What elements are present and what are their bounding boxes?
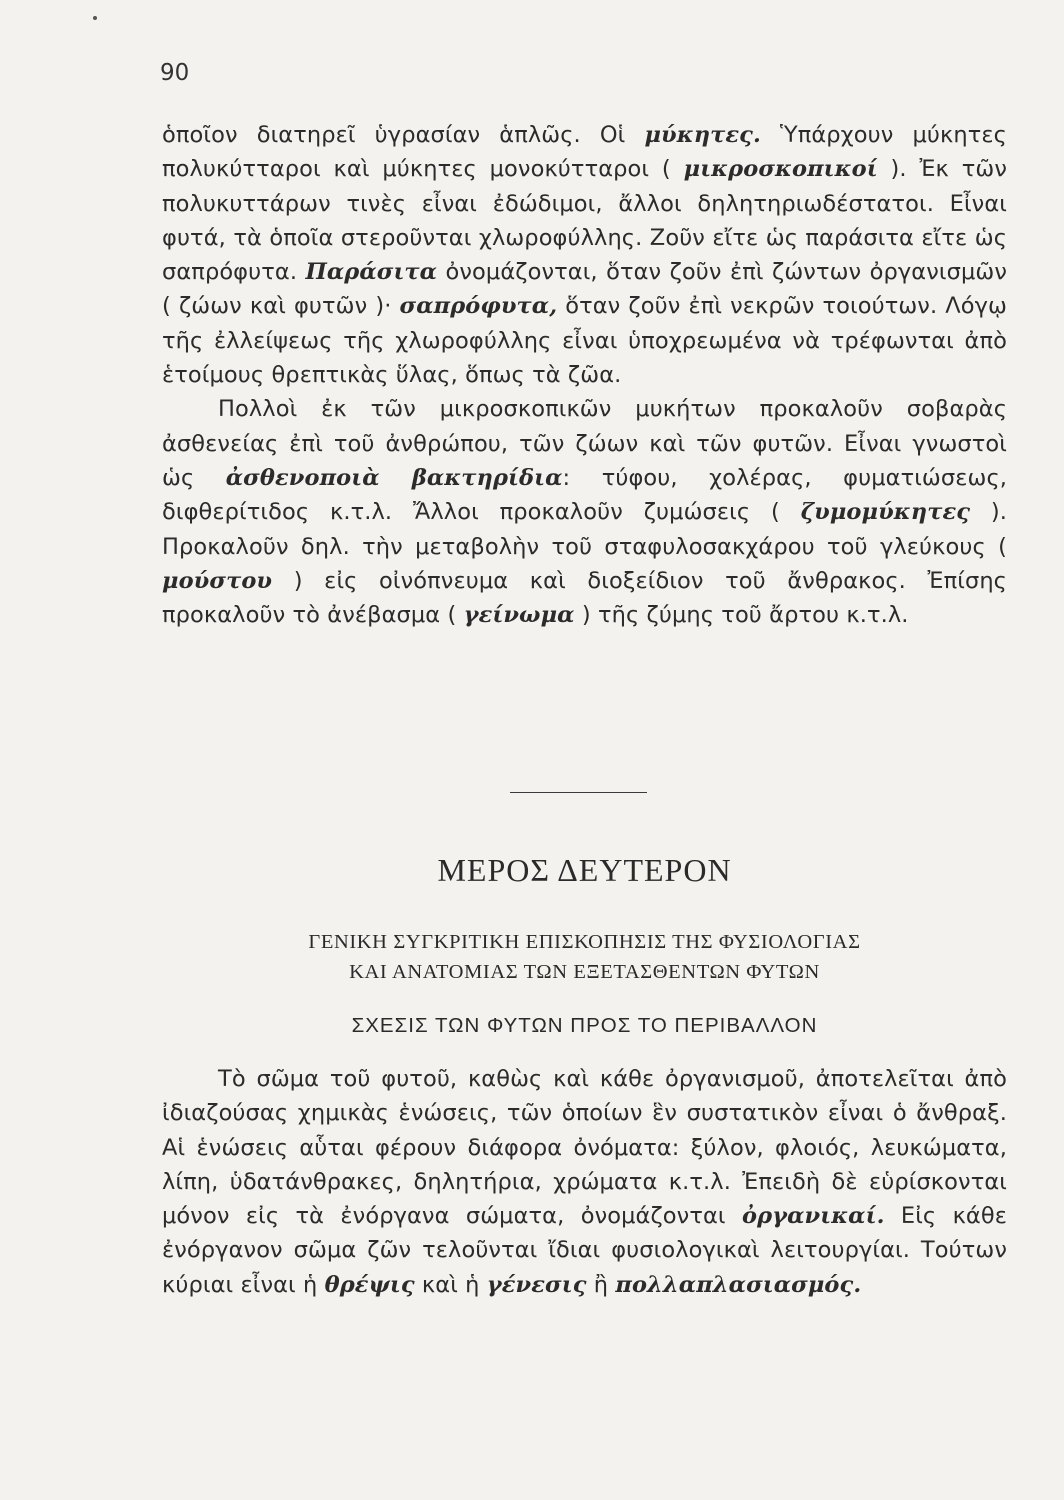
term-must: μούστου [162, 567, 273, 594]
term-nutrition: θρέψις [324, 1271, 415, 1298]
term-leavening: γείνωμα [463, 602, 575, 629]
section-heading-line-1: ΓΕΝΙΚΗ ΣΥΓΚΡΙΤΙΚΗ ΕΠΙΣΚΟΠΗΣΙΣ ΤΗΣ ΦΥΣΙΟΛΟΓΙΑΣ [308, 931, 861, 953]
term-zymomycetes: ζυμομύκητες [800, 499, 971, 526]
term-fungi: μύκητες. [644, 122, 761, 148]
term-organic: ὀργανικαί. [741, 1203, 885, 1230]
term-saprophytes: σαπρόφυτα, [399, 293, 558, 320]
paragraph-fungi-types: ὁποῖον διατηρεῖ ὑγρασίαν ἁπλῶς. Οἱ μύκητες. Ὑπάρχουν μύκητες πολυκύτταροι καὶ μύκητες μονοκύτταροι ( μικροσκοπικοί ). Ἐκ τῶν πολυκυττάρων τινὲς εἶναι ἐδώδιμοι, ἄλλοι δηλητηριωδέστατοι. Εἶναι φυτά, τὰ ὁποῖα στεροῦνται χλωροφύλλης. Ζοῦν εἴτε ὡς παράσιτα εἴτε ὡς σαπρόφυτα. Παράσιτα ὀνομάζονται, ὅταν ζοῦν ἐπὶ ζώντων ὀργανισμῶν ( ζώων καὶ φυτῶν )· σαπρόφυτα, ὅταν ζοῦν ἐπὶ νεκρῶν τοιούτων. Λόγῳ τῆς ἐλλείψεως τῆς χλωροφύλλης εἶναι ὑποχρεωμένα νὰ τρέφωνται ἀπὸ ἑτοίμους θρεπτικὰς ὕλας, ὅπως τὰ ζῶα. [162, 122, 1007, 389]
term-pathogenic-bacteria: ἀσθενοποιὰ βακτηρίδια [225, 464, 563, 491]
part-title: ΜΕΡΟΣ ΔΕΥΤΕΡΟΝ [437, 852, 732, 888]
page-number: 90 [160, 60, 190, 86]
subsection-heading: ΣΧΕΣΙΣ ΤΩΝ ΦΥΤΩΝ ΠΡΟΣ ΤΟ ΠΕΡΙΒΑΛΛΟΝ [351, 1014, 818, 1037]
term-reproduction: γένεσις [486, 1271, 587, 1298]
fungi-section [162, 118, 1007, 632]
paragraph-plant-body: Τὸ σῶμα τοῦ φυτοῦ, καθὼς καὶ κάθε ὀργανισμοῦ, ἀποτελεῖται ἀπὸ ἰδιαζούσας χημικὰς ἑνώσεις, τῶν ὁποίων ἓν συστατικὸν εἶναι ὁ ἄνθραξ. Αἱ ἑνώσεις αὗται φέρουν διάφορα ὀνόματα: ξύλον, φλοιός, λευκώματα, λίπη, ὑδατάνθρακες, δηλητήρια, χρώματα κ.τ.λ. Ἐπειδὴ δὲ εὑρίσκονται μόνον εἰς τὰ ἐνόργανα σώματα, ὀνομάζονται ὀργανικαί. Εἰς κάθε ἐνόργανον σῶμα ζῶν τελοῦνται ἴδιαι φυσιολογικαὶ λειτουργίαι. Τούτων κύριαι εἶναι ἡ θρέψις καὶ ἡ γένεσις ἢ πολλαπλασιασμός. [162, 1066, 1007, 1298]
print-speck [93, 16, 97, 20]
section-divider [510, 792, 647, 793]
term-microscopic: μικροσκοπικοί [683, 156, 878, 183]
term-multiplication: πολλαπλασιασμός. [615, 1271, 862, 1298]
environment-section [162, 1062, 1007, 1302]
paragraph-microscopic-fungi: Πολλοὶ ἐκ τῶν μικροσκοπικῶν μυκήτων προκαλοῦν σοβαρὰς ἀσθενείας ἐπὶ τοῦ ἀνθρώπου, τῶν ζώων καὶ τῶν φυτῶν. Εἶναι γνωστοὶ ὡς ἀσθενοποιὰ βακτηρίδια: τύφου, χολέρας, φυματιώσεως, διφθερίτιδος κ.τ.λ. Ἄλλοι προκαλοῦν ζυμώσεις ( ζυμομύκητες ). Προκαλοῦν δηλ. τὴν μεταβολὴν τοῦ σταφυλοσακχάρου τοῦ γλεύκους ( μούστου ) εἰς οἰνόπνευμα καὶ διοξείδιον τοῦ ἄνθρακος. Ἐπίσης προκαλοῦν τὸ ἀνέβασμα ( γείνωμα ) τῆς ζύμης τοῦ ἄρτου κ.τ.λ. [162, 396, 1007, 629]
term-parasites: Παράσιτα [305, 259, 438, 286]
section-heading-line-2: ΚΑΙ ΑΝΑΤΟΜΙΑΣ ΤΩΝ ΕΞΕΤΑΣΘΕΝΤΩΝ ΦΥΤΩΝ [349, 961, 820, 983]
